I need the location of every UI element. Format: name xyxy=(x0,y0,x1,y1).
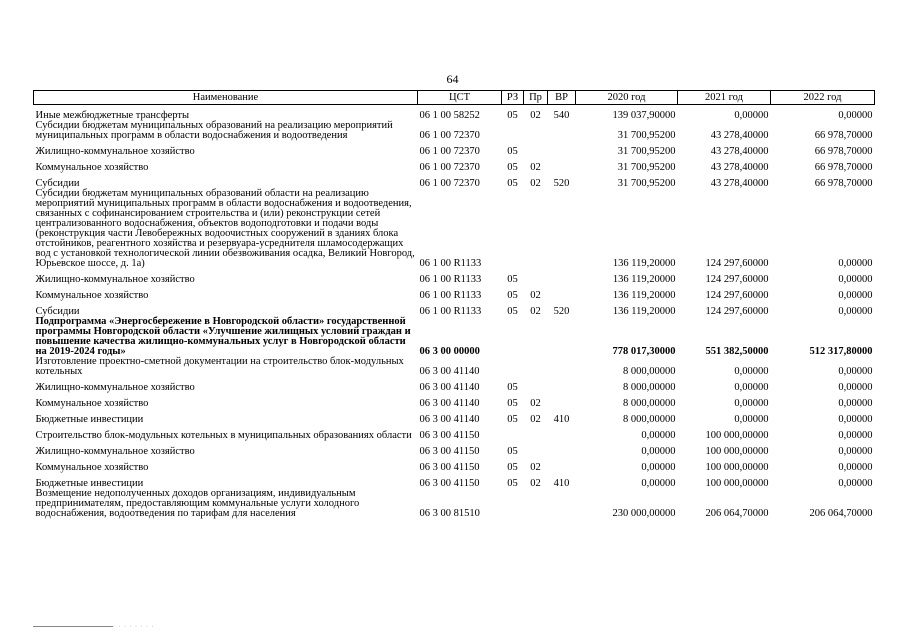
cell-cst: 06 3 00 00000 xyxy=(419,346,480,357)
header-2021: 2021 год xyxy=(678,91,771,105)
cell-y2020: 31 700,95200 xyxy=(617,162,676,173)
cell-pr: 02 xyxy=(530,478,541,489)
cell-y2021: 551 382,50000 xyxy=(705,346,769,357)
cell-pr: 02 xyxy=(530,178,541,189)
header-2020: 2020 год xyxy=(576,91,678,105)
cell-y2022: 0,00000 xyxy=(838,306,873,317)
table-row xyxy=(34,141,875,157)
cell-pr xyxy=(524,141,548,157)
cell-y2022: 206 064,70000 xyxy=(809,508,873,519)
cell-pr: 02 xyxy=(530,110,541,121)
table-row xyxy=(34,105,875,122)
cell-vr: 540 xyxy=(553,110,570,121)
table-header-row xyxy=(34,91,875,105)
cell-rz: 05 xyxy=(507,178,518,189)
cell-y2022: 0,00000 xyxy=(838,366,873,377)
cell-rz: 05 xyxy=(507,110,518,121)
cell-y2021: 0,00000 xyxy=(734,110,769,121)
table-row xyxy=(34,317,875,357)
cell-cst: 06 3 00 41140 xyxy=(419,382,480,393)
cell-vr xyxy=(548,425,576,441)
table-row xyxy=(34,189,875,269)
cell-y2020: 8 000,00000 xyxy=(623,382,676,393)
cell-cst: 06 1 00 R1133 xyxy=(419,290,482,301)
table-row xyxy=(34,489,875,519)
cell-y2021: 43 278,40000 xyxy=(710,162,769,173)
cell-y2022: 0,00000 xyxy=(838,414,873,425)
cell-name: Субсидии бюджетам муниципальных образований на реализацию мероприятий муниципальных программ в области водоснабжения и водоотведения xyxy=(35,120,393,141)
header-vr: ВР xyxy=(548,91,576,105)
cell-y2020: 0,00000 xyxy=(641,478,676,489)
cell-rz: 05 xyxy=(507,274,518,285)
cell-name: Бюджетные инвестиции xyxy=(35,478,144,489)
cell-rz: 05 xyxy=(507,382,518,393)
cell-y2022: 0,00000 xyxy=(838,398,873,409)
header-cst: ЦСТ xyxy=(418,91,502,105)
cell-cst: 06 1 00 72370 xyxy=(419,146,480,157)
cell-name: Коммунальное хозяйство xyxy=(35,398,149,409)
cell-pr xyxy=(524,377,548,393)
cell-rz xyxy=(502,489,524,519)
cell-y2020: 0,00000 xyxy=(641,430,676,441)
header-pr: Пр xyxy=(524,91,548,105)
cell-cst: 06 3 00 41150 xyxy=(419,478,480,489)
cell-name: Субсидии бюджетам муниципальных образований области на реализацию мероприятий муниципальных программ в области водоснабжения и водоотведения, связанных с софинансированием строительства и (или) реконструкции сетей централизованного водоснабжения, объектов водоподготовки и подачи воды (реконструкция части Левобережных водоочистных сооружений в зданиях блока отстойников, реагентного хозяйства и резервуара-усреднителя шламосодержащих вод с установкой технологической линии обезвоживания осадка, Великий Новгород, Юрьевское шоссе, д. 1а) xyxy=(35,188,415,269)
table-row xyxy=(34,377,875,393)
table-row xyxy=(34,121,875,141)
cell-y2020: 8 000,00000 xyxy=(623,398,676,409)
cell-name: Изготовление проектно-сметной документации на строительство блок-модульных котельных xyxy=(35,356,404,377)
cell-y2022: 0,00000 xyxy=(838,462,873,473)
table-row xyxy=(34,457,875,473)
cell-name: Коммунальное хозяйство xyxy=(35,290,149,301)
cell-rz xyxy=(502,317,524,357)
cell-cst: 06 1 00 R1133 xyxy=(419,258,482,269)
cell-y2021: 43 278,40000 xyxy=(710,178,769,189)
cell-y2022: 66 978,70000 xyxy=(814,178,873,189)
cell-vr xyxy=(548,393,576,409)
cell-name: Жилищно-коммунальное хозяйство xyxy=(35,382,195,393)
header-name: Наименование xyxy=(34,91,418,105)
cell-name: Жилищно-коммунальное хозяйство xyxy=(35,146,195,157)
cell-pr xyxy=(524,357,548,377)
cell-rz: 05 xyxy=(507,398,518,409)
cell-vr xyxy=(548,269,576,285)
cell-y2021: 0,00000 xyxy=(734,398,769,409)
cell-y2021: 100 000,00000 xyxy=(705,430,769,441)
cell-y2020: 0,00000 xyxy=(641,462,676,473)
cell-y2020: 31 700,95200 xyxy=(617,178,676,189)
cell-y2020: 8 000,00000 xyxy=(623,414,676,425)
table-row xyxy=(34,173,875,189)
cell-rz xyxy=(502,425,524,441)
cell-cst: 06 1 00 72370 xyxy=(419,130,480,141)
cell-name: Субсидии xyxy=(35,178,80,189)
cell-cst: 06 3 00 41140 xyxy=(419,366,480,377)
cell-y2022: 0,00000 xyxy=(838,290,873,301)
cell-cst: 06 1 00 72370 xyxy=(419,162,480,173)
cell-y2022: 66 978,70000 xyxy=(814,146,873,157)
cell-pr: 02 xyxy=(530,414,541,425)
cell-name: Жилищно-коммунальное хозяйство xyxy=(35,446,195,457)
table-row xyxy=(34,285,875,301)
table-row xyxy=(34,301,875,317)
cell-y2021: 0,00000 xyxy=(734,382,769,393)
cell-y2021: 43 278,40000 xyxy=(710,130,769,141)
cell-y2022: 0,00000 xyxy=(838,274,873,285)
cell-y2021: 124 297,60000 xyxy=(705,290,769,301)
cell-y2021: 0,00000 xyxy=(734,414,769,425)
cell-y2021: 100 000,00000 xyxy=(705,462,769,473)
cell-rz: 05 xyxy=(507,478,518,489)
cell-y2021: 0,00000 xyxy=(734,366,769,377)
cell-vr xyxy=(548,377,576,393)
cell-name: Подпрограмма «Энергосбережение в Новгородской области» государственной программы Новгородской области «Улучшение жилищных условий граждан и повышение качества жилищно-коммунальных услуг в Новгородской области на 2019-2024 годы» xyxy=(35,316,411,357)
cell-name: Коммунальное хозяйство xyxy=(35,162,149,173)
cell-cst: 06 1 00 R1133 xyxy=(419,274,482,285)
header-2022: 2022 год xyxy=(771,91,875,105)
cell-cst: 06 3 00 41140 xyxy=(419,398,480,409)
cell-y2020: 136 119,20000 xyxy=(612,274,676,285)
table-row xyxy=(34,157,875,173)
cell-vr xyxy=(548,121,576,141)
table-row xyxy=(34,269,875,285)
cell-name: Субсидии xyxy=(35,306,80,317)
cell-name: Иные межбюджетные трансферты xyxy=(35,110,190,121)
cell-vr xyxy=(548,285,576,301)
cell-vr xyxy=(548,317,576,357)
cell-cst: 06 1 00 R1133 xyxy=(419,306,482,317)
table-row xyxy=(34,409,875,425)
cell-y2020: 230 000,00000 xyxy=(612,508,676,519)
table-row xyxy=(34,357,875,377)
cell-vr xyxy=(548,157,576,173)
cell-name: Коммунальное хозяйство xyxy=(35,462,149,473)
cell-cst: 06 1 00 58252 xyxy=(419,110,480,121)
cell-y2020: 139 037,90000 xyxy=(612,110,676,121)
cell-y2021: 100 000,00000 xyxy=(705,478,769,489)
footer-dots: · · · · · · · · xyxy=(113,624,155,630)
cell-y2022: 0,00000 xyxy=(838,382,873,393)
cell-rz: 05 xyxy=(507,462,518,473)
cell-y2022: 0,00000 xyxy=(838,446,873,457)
page-number: 64 xyxy=(446,72,459,86)
cell-name: Возмещение недополученных доходов организациям, индивидуальным предпринимателям, предоставляющим коммунальные услуги холодного водоснабжения, водоотведения по тарифам для населения xyxy=(35,488,360,519)
cell-cst: 06 3 00 81510 xyxy=(419,508,480,519)
footer-rule xyxy=(33,626,113,627)
cell-pr xyxy=(524,425,548,441)
cell-y2021: 124 297,60000 xyxy=(705,274,769,285)
cell-cst: 06 3 00 41150 xyxy=(419,462,480,473)
cell-cst: 06 3 00 41150 xyxy=(419,430,480,441)
cell-pr xyxy=(524,189,548,269)
cell-cst: 06 3 00 41150 xyxy=(419,446,480,457)
cell-vr xyxy=(548,457,576,473)
cell-pr: 02 xyxy=(530,398,541,409)
cell-y2022: 512 317,80000 xyxy=(809,346,873,357)
cell-name: Строительство блок-модульных котельных в муниципальных образованиях области xyxy=(35,430,412,441)
cell-rz: 05 xyxy=(507,306,518,317)
cell-pr xyxy=(524,121,548,141)
cell-y2020: 778 017,30000 xyxy=(612,346,676,357)
cell-rz: 05 xyxy=(507,446,518,457)
cell-vr: 520 xyxy=(553,306,570,317)
budget-table xyxy=(33,90,875,519)
cell-vr xyxy=(548,189,576,269)
cell-pr xyxy=(524,489,548,519)
cell-rz: 05 xyxy=(507,290,518,301)
cell-pr: 02 xyxy=(530,462,541,473)
cell-y2021: 206 064,70000 xyxy=(705,508,769,519)
cell-name: Жилищно-коммунальное хозяйство xyxy=(35,274,195,285)
cell-y2020: 0,00000 xyxy=(641,446,676,457)
cell-vr xyxy=(548,357,576,377)
cell-rz: 05 xyxy=(507,414,518,425)
cell-pr xyxy=(524,269,548,285)
cell-y2022: 66 978,70000 xyxy=(814,130,873,141)
cell-vr: 410 xyxy=(553,414,570,425)
cell-cst: 06 3 00 41140 xyxy=(419,414,480,425)
cell-name: Бюджетные инвестиции xyxy=(35,414,144,425)
cell-rz xyxy=(502,189,524,269)
cell-y2021: 124 297,60000 xyxy=(705,306,769,317)
cell-vr xyxy=(548,441,576,457)
cell-y2021: 124 297,60000 xyxy=(705,258,769,269)
cell-rz xyxy=(502,357,524,377)
cell-pr: 02 xyxy=(530,162,541,173)
cell-pr xyxy=(524,441,548,457)
cell-y2022: 0,00000 xyxy=(838,430,873,441)
cell-y2020: 31 700,95200 xyxy=(617,146,676,157)
cell-vr: 410 xyxy=(553,478,570,489)
cell-y2021: 100 000,00000 xyxy=(705,446,769,457)
cell-y2022: 0,00000 xyxy=(838,110,873,121)
cell-rz: 05 xyxy=(507,162,518,173)
cell-y2020: 136 119,20000 xyxy=(612,290,676,301)
cell-y2020: 136 119,20000 xyxy=(612,258,676,269)
cell-cst: 06 1 00 72370 xyxy=(419,178,480,189)
table-row xyxy=(34,441,875,457)
header-rz: РЗ xyxy=(502,91,524,105)
cell-y2022: 0,00000 xyxy=(838,478,873,489)
table-row xyxy=(34,473,875,489)
cell-y2020: 31 700,95200 xyxy=(617,130,676,141)
cell-y2020: 8 000,00000 xyxy=(623,366,676,377)
table-row xyxy=(34,393,875,409)
cell-rz: 05 xyxy=(507,146,518,157)
cell-vr xyxy=(548,489,576,519)
cell-y2020: 136 119,20000 xyxy=(612,306,676,317)
cell-vr xyxy=(548,141,576,157)
cell-vr: 520 xyxy=(553,178,570,189)
cell-rz xyxy=(502,121,524,141)
cell-pr: 02 xyxy=(530,290,541,301)
cell-y2022: 0,00000 xyxy=(838,258,873,269)
cell-pr xyxy=(524,317,548,357)
cell-pr: 02 xyxy=(530,306,541,317)
cell-y2022: 66 978,70000 xyxy=(814,162,873,173)
table-row xyxy=(34,425,875,441)
cell-y2021: 43 278,40000 xyxy=(710,146,769,157)
